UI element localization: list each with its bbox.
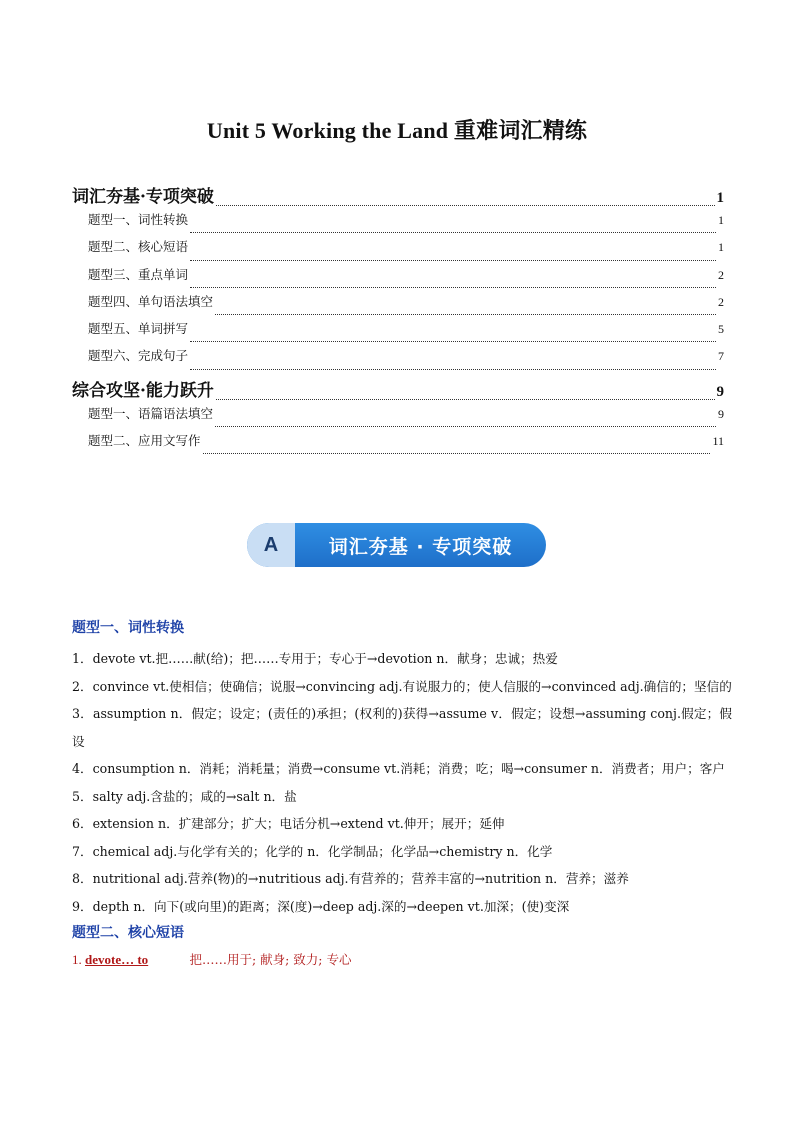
phrase-english: devote… to <box>85 952 149 967</box>
word-item: 4．consumption n．消耗；消耗量；消费→consume vt.消耗；消费；吃；喝→consumer n．消费者；用户；客户 <box>72 761 725 776</box>
toc-label: 题型二、应用文写作 <box>88 433 201 449</box>
toc-page-number: 11 <box>712 434 724 449</box>
word-item: 8．nutritional adj.营养(物)的→nutritious adj.有营养的；营养丰富的→nutrition n．营养；滋养 <box>72 871 629 886</box>
banner-text: 词汇夯基 · 专项突破 <box>328 535 513 558</box>
toc-entry[interactable] <box>72 346 724 373</box>
toc-leader <box>190 369 716 370</box>
toc-label: 词汇夯基·专项突破 <box>72 187 214 207</box>
phrase-number: 1. <box>72 952 82 967</box>
toc-entry[interactable] <box>72 182 724 210</box>
toc-page-number: 2 <box>718 294 724 309</box>
toc-page-number: 9 <box>718 406 724 421</box>
toc-entry[interactable] <box>72 210 724 237</box>
toc-entry[interactable] <box>72 237 724 264</box>
toc-leader <box>190 232 716 233</box>
toc-label: 题型一、词性转换 <box>88 212 189 227</box>
toc-leader <box>216 205 715 206</box>
toc-page-number: 2 <box>718 267 724 282</box>
toc-page-number: 7 <box>718 349 724 364</box>
word-list <box>72 645 732 920</box>
toc-label: 题型五、单词拼写 <box>88 321 189 337</box>
toc-entry[interactable] <box>72 319 724 346</box>
toc-page-number: 1 <box>718 213 724 227</box>
content <box>72 617 732 968</box>
toc-leader <box>215 426 716 427</box>
table-of-contents <box>72 180 724 458</box>
word-item: 6．extension n．扩建部分；扩大；电话分机→extend vt.伸开；展开；延伸 <box>72 816 505 831</box>
toc-leader <box>215 314 716 315</box>
word-item: 7．chemical adj.与化学有关的；化学的 n．化学制品；化学品→chemistry n．化学 <box>72 843 553 859</box>
phrase-chinese: 把……用于; 献身; 致力; 专心 <box>189 952 352 967</box>
toc-entry[interactable] <box>72 265 724 292</box>
banner-letter: A <box>247 523 295 567</box>
toc-page-number: 9 <box>716 383 724 400</box>
toc-entry[interactable] <box>72 292 724 319</box>
toc-leader <box>203 453 711 454</box>
toc-label: 题型二、核心短语 <box>88 239 189 255</box>
toc-leader <box>190 341 716 342</box>
section-banner <box>247 523 546 567</box>
toc-entry[interactable] <box>72 431 724 458</box>
page-title: Unit 5 Working the Land 重难词汇精练 <box>206 118 588 143</box>
toc-label: 综合攻坚·能力跃升 <box>72 380 214 401</box>
toc-label: 题型三、重点单词 <box>88 266 189 282</box>
toc-page-number: 1 <box>718 240 724 255</box>
toc-leader <box>190 260 716 261</box>
toc-entry[interactable] <box>72 404 724 431</box>
toc-label: 题型四、单句语法填空 <box>88 293 214 309</box>
phrase-item <box>72 950 732 968</box>
section-heading: 题型二、核心短语 <box>72 925 184 941</box>
toc-page-number: 5 <box>718 322 724 337</box>
toc-page-number: 1 <box>716 190 724 206</box>
toc-leader <box>216 399 715 400</box>
toc-entry[interactable] <box>72 376 724 404</box>
word-item: 3．assumption n．假定；设定；(责任的)承担；(权利的)获得→assume v．假定；设想→assuming conj.假定；假设 <box>72 706 732 749</box>
word-item: 1．devote vt.把……献(给)；把……专用于；专心于→devotion n．献身；忠诚；热爱 <box>72 651 558 666</box>
word-item: 9．depth n．向下(或向里)的距离；深(度)→deep adj.深的→deepen vt.加深；(使)变深 <box>72 898 570 914</box>
toc-label: 题型一、语篇语法填空 <box>88 405 214 421</box>
toc-label: 题型六、完成句子 <box>88 348 189 364</box>
word-item: 2．convince vt.使相信；使确信；说服→convincing adj.有说服力的；使人信服的→convinced adj.确信的；坚信的 <box>72 678 732 694</box>
word-item: 5．salty adj.含盐的；咸的→salt n．盐 <box>72 788 297 804</box>
section-heading: 题型一、词性转换 <box>72 620 184 636</box>
toc-leader <box>190 287 716 288</box>
